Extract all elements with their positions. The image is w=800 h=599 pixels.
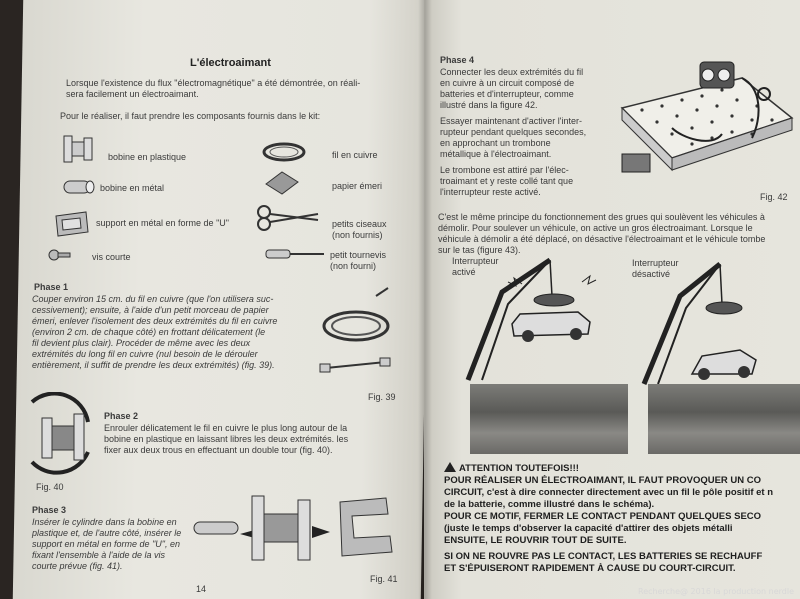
warning-line-2: CIRCUIT, c'est à dire connecter directement avec un fil le pôle positif et n	[444, 487, 774, 498]
warning-line-1: POUR RÉALISER UN ÉLECTROAIMANT, IL FAUT PROVOQUER UN CO	[444, 475, 762, 486]
fig40-illustration	[18, 392, 100, 480]
phase4-line-8: métallique à l'électroaimant.	[440, 149, 552, 159]
warning-line-3: de la batterie, comme illustré dans le schéma).	[444, 499, 655, 510]
crane-line-3: véhicule à démolir a été déplacé, on désactive l'électroaimant et le véhicule tombe	[438, 234, 766, 244]
phase2-title: Phase 2	[104, 411, 139, 421]
page-number: 14	[196, 584, 207, 594]
component-copper-wire: fil en cuivre	[332, 150, 378, 160]
phase1-line-4: (environ 2 cm. de chaque côté) en frottant délicatement (le	[32, 327, 266, 337]
phase2-line-3: fixer aux deux trous en effectuant un double tour (fig. 40).	[104, 445, 333, 455]
component-screwdriver-note: (non fourni)	[330, 261, 377, 271]
warning-icon	[444, 462, 456, 472]
crane-line-2: démolir. Pour soulever un véhicule, on active un gros électroaimant. Lorsque le	[438, 223, 753, 233]
label-switch-on-2: activé	[452, 267, 476, 277]
crane-line-4: sur le tas (figure 43).	[438, 245, 521, 255]
phase2-line-2: bobine en plastique en laissant libres les deux extrémités. les	[104, 434, 349, 444]
component-plastic-bobbin: bobine en plastique	[108, 152, 187, 162]
warning-title-row	[444, 462, 800, 475]
phase3-title: Phase 3	[32, 505, 67, 515]
component-metal-bobbin: bobine en métal	[100, 183, 165, 193]
phase2-line-1: Enrouler délicatement le fil en cuivre le plus long autour de la	[104, 423, 348, 433]
page-title: L'électroaimant	[190, 57, 271, 69]
phase3-line-1: Insérer le cylindre dans la bobine en	[32, 517, 177, 527]
phase4-line-2: en cuivre à un circuit composé de	[440, 78, 575, 88]
fig41-illustration	[190, 484, 400, 574]
phase4-line-4: illustré dans la figure 42.	[440, 100, 538, 110]
sandpaper-illustration	[262, 170, 300, 196]
phase4-line-5: Essayer maintenant d'activer l'inter-	[440, 116, 582, 126]
phase1-line-7: entièrement, il suffit de prendre les deux extrémités) (fig. 39).	[32, 360, 275, 370]
fig40-label: Fig. 40	[36, 482, 64, 492]
label-switch-on-1: Interrupteur	[452, 256, 499, 266]
book-spine	[418, 0, 432, 599]
warning-line-8: ET S'ÉPUISERONT RAPIDEMENT À CAUSE DU COURT-CIRCUIT.	[444, 563, 736, 574]
component-u-support: support en métal en forme de "U"	[96, 218, 229, 228]
warning-title: ATTENTION TOUTEFOIS!!!	[459, 463, 579, 474]
crane-inactive-illustration	[640, 256, 790, 386]
metal-bobbin-illustration	[60, 176, 96, 198]
copper-wire-illustration	[262, 140, 308, 164]
u-support-illustration	[50, 208, 94, 238]
component-short-screw: vis courte	[92, 252, 131, 262]
phase3-line-4: fixant l'ensemble à l'aide de la vis	[32, 550, 166, 560]
warning-line-6: ENSUITE, LE ROUVRIR TOUT DE SUITE.	[444, 535, 627, 546]
warning-line-5: (juste le temps d'observer la capacité d'attirer des objets métalli	[444, 523, 733, 534]
phase4-line-9: Le trombone est attiré par l'élec-	[440, 165, 569, 175]
fig39-label: Fig. 39	[368, 392, 396, 402]
phase1-line-1: Couper environ 15 cm. du fil en cuivre (que l'on utilisera suc-	[32, 294, 274, 304]
fig42-illustration	[612, 58, 796, 188]
scrapyard-photo-right	[648, 384, 800, 454]
label-switch-off-2: désactivé	[632, 269, 671, 279]
scrapyard-photo-left	[470, 384, 628, 454]
component-sandpaper: papier émeri	[332, 181, 383, 191]
phase3-line-5: courte prévue (fig. 41).	[32, 561, 123, 571]
intro-line-1: Lorsque l'existence du flux "électromagnétique" a été démontrée, on réali-	[66, 78, 361, 88]
crane-active-illustration	[462, 252, 626, 382]
phase4-line-7: en approchant un trombone	[440, 138, 551, 148]
fig41-label: Fig. 41	[370, 574, 398, 584]
short-screw-illustration	[48, 248, 72, 262]
scissors-illustration	[254, 202, 322, 232]
phase1-line-5: fil devient plus clair). Procéder de même avec les deux	[32, 338, 251, 348]
components-intro: Pour le réaliser, il faut prendre les composants fournis dans le kit:	[60, 111, 321, 121]
intro-line-2: sera facilement un électroaimant.	[66, 89, 199, 99]
phase4-line-6: rupteur pendant quelques secondes,	[440, 127, 587, 137]
phase3-line-2: plastique et, de l'autre côté, insérer le	[32, 528, 182, 538]
warning-line-7: SI ON NE ROUVRE PAS LE CONTACT, LES BATTERIES SE RECHAUFF	[444, 551, 763, 562]
phase4-line-11: l'interrupteur reste activé.	[440, 187, 541, 197]
phase1-title: Phase 1	[34, 282, 69, 292]
phase1-line-3: émeri, enlever l'isolement des deux extrémités du fil en cuivre	[32, 316, 278, 326]
fig39-illustration	[316, 282, 396, 382]
phase1-line-6: extrémités du long fil en cuivre (nul besoin de le dérouler	[32, 349, 258, 359]
component-scissors-note: (non fournis)	[332, 230, 383, 240]
phase3-line-3: support en métal en forme de "U", en	[32, 539, 180, 549]
label-switch-off-1: Interrupteur	[632, 258, 679, 268]
warning-line-4: POUR CE MOTIF, FERMER LE CONTACT PENDANT QUELQUES SECO	[444, 511, 762, 522]
crane-line-1: C'est le même principe du fonctionnement des grues qui soulèvent les véhicules à	[438, 212, 765, 222]
phase4-line-1: Connecter les deux extrémités du fil	[440, 67, 584, 77]
warning-block	[444, 462, 800, 575]
fig42-label: Fig. 42	[760, 192, 788, 202]
component-scissors: petits ciseaux	[332, 219, 387, 229]
phase4-line-3: batteries et d'interrupteur, comme	[440, 89, 574, 99]
photo-credit: Recherche@ 2016 la production nerdle	[638, 587, 794, 596]
plastic-bobbin-illustration	[58, 132, 98, 166]
phase1-line-2: cessivement); ensuite, à l'aide d'un petit morceau de papier	[32, 305, 269, 315]
phase4-line-10: troaimant et y reste collé tant que	[440, 176, 574, 186]
phase4-title: Phase 4	[440, 55, 475, 65]
component-screwdriver: petit tournevis	[330, 250, 387, 260]
screwdriver-illustration	[264, 246, 328, 262]
